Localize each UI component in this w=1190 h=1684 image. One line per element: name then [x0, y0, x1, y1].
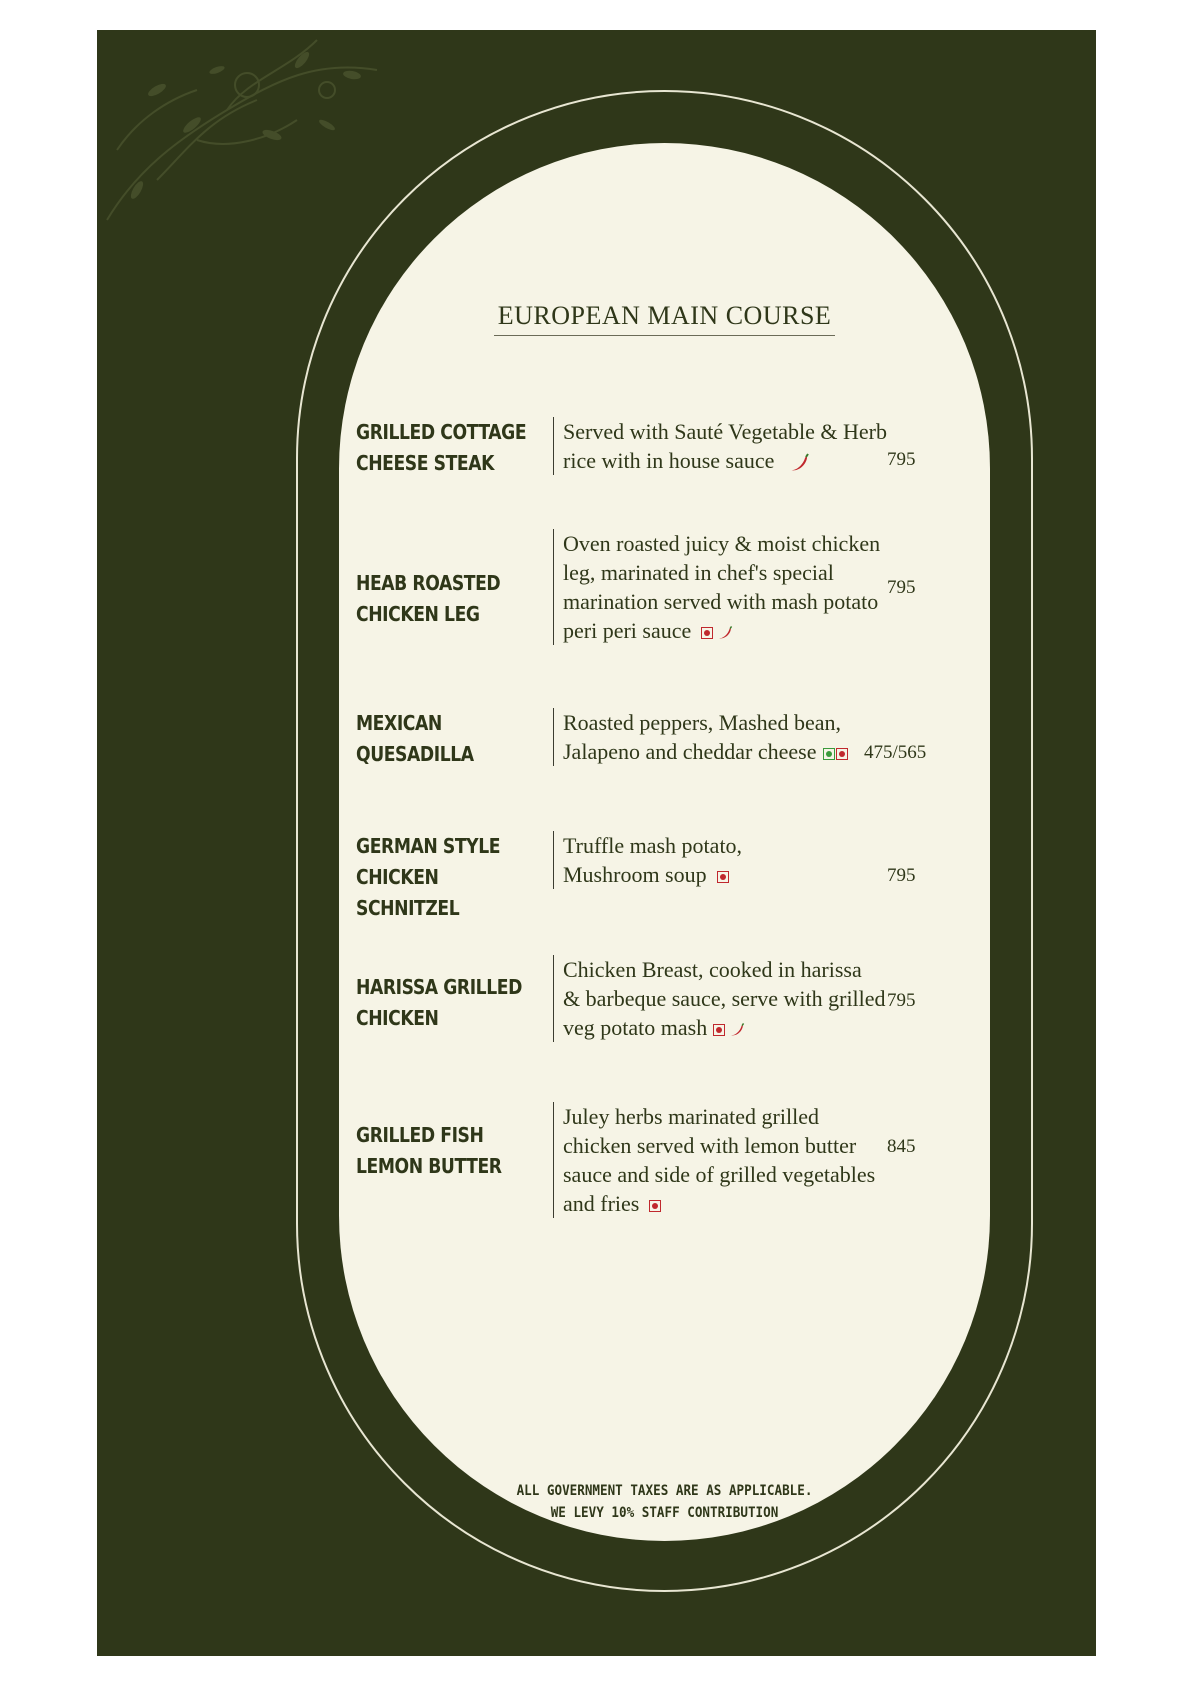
- floral-ornament-icon: [97, 30, 397, 230]
- menu-title-text: EUROPEAN MAIN COURSE: [494, 301, 836, 336]
- chili-icon: [729, 1021, 745, 1039]
- chili-icon: [717, 624, 733, 642]
- item-name: GERMAN STYLE CHICKEN SCHNITZEL: [356, 834, 501, 920]
- item-description: Juley herbs marinated grilled chicken served with lemon butter sauce and side of grilled vegetables and fries: [553, 1102, 903, 1218]
- non-veg-icon: [701, 627, 713, 639]
- item-description: Chicken Breast, cooked in harissa & barbeque sauce, serve with grilled veg potato mash: [553, 955, 908, 1042]
- item-description: Roasted peppers, Mashed bean, Jalapeno and cheddar cheese: [553, 708, 903, 766]
- menu-page-background: [97, 30, 1096, 1656]
- non-veg-icon: [649, 1200, 661, 1212]
- item-description: Served with Sauté Vegetable & Herb rice with in house sauce: [553, 417, 903, 475]
- item-description: Truffle mash potato, Mushroom soup: [553, 831, 903, 889]
- menu-title: [339, 301, 990, 336]
- item-price: 795: [887, 449, 916, 470]
- item-price: 475/565: [864, 742, 927, 763]
- non-veg-icon: [713, 1024, 725, 1036]
- item-name: HEAB ROASTED CHICKEN LEG: [356, 571, 501, 626]
- non-veg-icon: [717, 871, 729, 883]
- item-description: Oven roasted juicy & moist chicken leg, marinated in chef's special marination served with mash potato peri peri sauce: [553, 529, 903, 645]
- menu-card: [339, 143, 990, 1541]
- item-price: 795: [887, 865, 916, 886]
- item-price: 795: [887, 577, 916, 598]
- item-name: MEXICAN QUESADILLA: [356, 711, 474, 766]
- veg-icon: [823, 748, 835, 760]
- item-price: 795: [887, 990, 916, 1011]
- item-name: GRILLED COTTAGE CHEESE STEAK: [356, 420, 527, 475]
- tax-footer-note: ALL GOVERNMENT TAXES ARE AS APPLICABLE. WE LEVY 10% STAFF CONTRIBUTION: [516, 1483, 813, 1521]
- non-veg-icon: [836, 748, 848, 760]
- item-price: 845: [887, 1136, 916, 1157]
- item-name: GRILLED FISH LEMON BUTTER: [356, 1123, 502, 1178]
- chili-icon: [788, 453, 810, 473]
- item-name: HARISSA GRILLED CHICKEN: [356, 975, 522, 1030]
